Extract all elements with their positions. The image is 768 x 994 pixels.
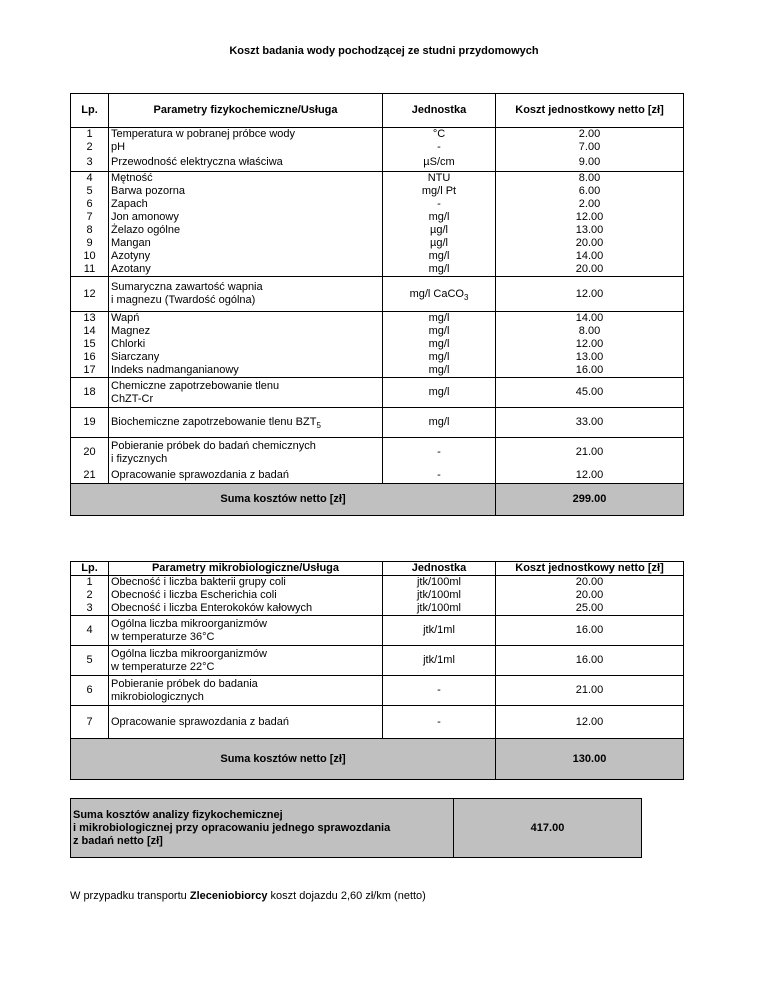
sum-row: [71, 484, 684, 516]
row-lp: 9: [71, 237, 109, 250]
row-lp: 8: [71, 224, 109, 237]
table-row: [71, 602, 684, 616]
transport-note-after: koszt dojazdu 2,60 zł/km (netto): [267, 890, 426, 902]
row-cost: 13.00: [496, 224, 684, 237]
header-unit: Jednostka: [383, 94, 496, 128]
row-unit: mg/l: [383, 312, 496, 326]
row-cost: 8.00: [496, 325, 684, 338]
row-parameter-line1: Chemiczne zapotrzebowanie tlenu: [111, 379, 280, 392]
row-unit: jtk/100ml: [383, 576, 496, 590]
row-lp: 11: [71, 263, 109, 277]
row-unit: mg/l: [383, 378, 496, 408]
transport-note-before: W przypadku transportu: [70, 890, 190, 902]
table-row: [71, 312, 684, 326]
row-lp: 18: [71, 378, 109, 408]
row-lp: 4: [71, 172, 109, 186]
row-unit: °C: [383, 128, 496, 142]
row-unit: -: [383, 438, 496, 468]
row-unit: NTU: [383, 172, 496, 186]
row-parameter: Magnez: [109, 325, 383, 338]
row-unit: mg/l: [383, 364, 496, 378]
sum-row: [71, 739, 684, 780]
row-unit: -: [383, 141, 496, 154]
row-parameter: [109, 378, 383, 408]
row-unit: jtk/1ml: [383, 616, 496, 646]
row-unit-subscript: 3: [463, 292, 469, 302]
row-parameter-line2: i fizycznych: [111, 452, 168, 465]
page-title: Koszt badania wody pochodzącej ze studni przydomowych: [229, 45, 539, 57]
header-unit: Jednostka: [383, 562, 496, 576]
row-parameter: Azotyny: [109, 250, 383, 263]
row-unit: -: [383, 198, 496, 211]
table-row: [71, 224, 684, 237]
row-parameter-subscript: 5: [316, 421, 321, 431]
row-lp: 7: [71, 211, 109, 224]
row-parameter: Azotany: [109, 263, 383, 277]
row-unit: mg/l Pt: [383, 185, 496, 198]
total-label-line3: z badań netto [zł]: [73, 834, 163, 847]
row-parameter-line2: mikrobiologicznych: [111, 690, 204, 703]
sum-value: 299.00: [496, 484, 684, 516]
row-cost: 20.00: [496, 576, 684, 590]
row-parameter-line1: Pobieranie próbek do badań chemicznych: [111, 439, 316, 452]
row-parameter: [109, 616, 383, 646]
row-parameter: Obecność i liczba bakterii grupy coli: [109, 576, 383, 590]
transport-note: [70, 890, 426, 902]
row-lp: 10: [71, 250, 109, 263]
row-parameter-line1: Ogólna liczba mikroorganizmów: [111, 647, 267, 660]
row-lp: 5: [71, 646, 109, 676]
row-lp: 15: [71, 338, 109, 351]
row-lp: 20: [71, 438, 109, 468]
row-cost: 16.00: [496, 616, 684, 646]
row-lp: 12: [71, 277, 109, 312]
row-cost: 21.00: [496, 676, 684, 706]
row-cost: 6.00: [496, 185, 684, 198]
transport-note-client: Zleceniobiorcy: [189, 890, 268, 902]
microbiological-table: [70, 561, 684, 780]
header-param: Parametry fizykochemiczne/Usługa: [109, 94, 383, 128]
row-unit: mg/l: [383, 325, 496, 338]
row-cost: 25.00: [496, 602, 684, 616]
row-cost: 2.00: [496, 198, 684, 211]
row-cost: 33.00: [496, 408, 684, 438]
table-row: [71, 250, 684, 263]
row-lp: 13: [71, 312, 109, 326]
row-parameter: [109, 646, 383, 676]
row-parameter-line1: Sumaryczna zawartość wapnia: [111, 281, 263, 293]
table-row: [71, 378, 684, 408]
row-parameter: pH: [109, 141, 383, 154]
table-row: [71, 211, 684, 224]
row-cost: 9.00: [496, 154, 684, 172]
row-lp: 17: [71, 364, 109, 378]
table-row: [71, 576, 684, 590]
table-row: [71, 338, 684, 351]
row-parameter: Temperatura w pobranej próbce wody: [109, 128, 383, 142]
row-cost: 2.00: [496, 128, 684, 142]
total-value: 417.00: [454, 799, 642, 858]
row-lp: 7: [71, 706, 109, 739]
row-parameter: Indeks nadmanganianowy: [109, 364, 383, 378]
row-parameter-line2: w temperaturze 36°C: [111, 630, 215, 643]
table-row: [71, 263, 684, 277]
row-parameter: [109, 438, 383, 468]
row-parameter: Obecność i liczba Escherichia coli: [109, 589, 383, 602]
table-row: [71, 172, 684, 186]
row-cost: 20.00: [496, 589, 684, 602]
table-row: [71, 408, 684, 438]
sum-label: Suma kosztów netto [zł]: [71, 484, 496, 516]
row-cost: 12.00: [496, 211, 684, 224]
row-cost: 16.00: [496, 646, 684, 676]
table-row: [71, 676, 684, 706]
row-cost: 20.00: [496, 263, 684, 277]
row-cost: 14.00: [496, 250, 684, 263]
row-parameter: Wapń: [109, 312, 383, 326]
row-lp: 2: [71, 589, 109, 602]
row-cost: 12.00: [496, 338, 684, 351]
row-cost: 20.00: [496, 237, 684, 250]
row-cost: 21.00: [496, 438, 684, 468]
total-label-line1: Suma kosztów analizy fizykochemicznej: [73, 808, 283, 821]
row-lp: 5: [71, 185, 109, 198]
row-lp: 14: [71, 325, 109, 338]
row-parameter: Siarczany: [109, 351, 383, 364]
table-row: [71, 277, 684, 312]
row-cost: 7.00: [496, 141, 684, 154]
row-cost: 13.00: [496, 351, 684, 364]
table-row: [71, 351, 684, 364]
table-row: [71, 467, 684, 484]
row-unit-text: mg/l CaCO: [409, 287, 464, 300]
table-row: [71, 325, 684, 338]
row-unit: µg/l: [383, 224, 496, 237]
row-parameter: Opracowanie sprawozdania z badań: [109, 467, 383, 484]
row-unit: mg/l: [383, 351, 496, 364]
row-parameter: [109, 277, 383, 312]
row-parameter: Jon amonowy: [109, 211, 383, 224]
row-unit: -: [383, 467, 496, 484]
row-cost: 14.00: [496, 312, 684, 326]
row-unit: mg/l: [383, 211, 496, 224]
table-row: [71, 154, 684, 172]
row-cost: 12.00: [496, 467, 684, 484]
row-parameter-line1: Ogólna liczba mikroorganizmów: [111, 617, 267, 630]
row-parameter-line2: w temperaturze 22°C: [111, 660, 215, 673]
row-unit: mg/l: [383, 263, 496, 277]
table-row: [71, 589, 684, 602]
row-parameter: Chlorki: [109, 338, 383, 351]
total-label: [71, 799, 454, 858]
row-cost: 45.00: [496, 378, 684, 408]
row-unit: µS/cm: [383, 154, 496, 172]
header-lp: Lp.: [71, 562, 109, 576]
row-unit: [383, 277, 496, 312]
row-unit: mg/l: [383, 408, 496, 438]
row-parameter: [109, 676, 383, 706]
row-parameter: Opracowanie sprawozdania z badań: [109, 706, 383, 739]
table-row: [71, 364, 684, 378]
row-parameter: Obecność i liczba Enterokoków kałowych: [109, 602, 383, 616]
row-lp: 3: [71, 154, 109, 172]
table-header-row: [71, 94, 684, 128]
row-lp: 21: [71, 467, 109, 484]
row-unit: -: [383, 676, 496, 706]
row-parameter-line1: Pobieranie próbek do badania: [111, 677, 258, 690]
table-header-row: [71, 562, 684, 576]
row-parameter-text: Biochemiczne zapotrzebowanie tlenu BZT: [111, 416, 317, 428]
row-lp: 16: [71, 351, 109, 364]
sum-value: 130.00: [496, 739, 684, 780]
row-unit: jtk/100ml: [383, 589, 496, 602]
row-parameter: Barwa pozorna: [109, 185, 383, 198]
row-parameter: [109, 408, 383, 438]
row-unit: jtk/1ml: [383, 646, 496, 676]
row-parameter-line2: ChZT-Cr: [111, 392, 154, 405]
table-row: [71, 706, 684, 739]
table-row: [71, 646, 684, 676]
row-cost: 16.00: [496, 364, 684, 378]
sum-label: Suma kosztów netto [zł]: [71, 739, 496, 780]
row-lp: 3: [71, 602, 109, 616]
total-label-line2: i mikrobiologicznej przy opracowaniu jednego sprawozdania: [73, 821, 391, 834]
row-lp: 6: [71, 198, 109, 211]
header-param: Parametry mikrobiologiczne/Usługa: [109, 562, 383, 576]
row-lp: 4: [71, 616, 109, 646]
header-cost: Koszt jednostkowy netto [zł]: [496, 94, 684, 128]
row-parameter: Mętność: [109, 172, 383, 186]
row-unit: µg/l: [383, 237, 496, 250]
header-lp: Lp.: [71, 94, 109, 128]
row-unit: mg/l: [383, 338, 496, 351]
physicochemical-rows: [71, 128, 684, 484]
total-table: [70, 798, 642, 858]
table-row: [71, 128, 684, 142]
row-parameter: Żelazo ogólne: [109, 224, 383, 237]
table-row: [71, 185, 684, 198]
physicochemical-table: [70, 93, 684, 516]
row-parameter-line2: i magnezu (Twardość ogólna): [111, 294, 256, 306]
row-parameter: Mangan: [109, 237, 383, 250]
row-lp: 1: [71, 576, 109, 590]
row-parameter: Zapach: [109, 198, 383, 211]
row-parameter: Przewodność elektryczna właściwa: [109, 154, 383, 172]
row-cost: 8.00: [496, 172, 684, 186]
microbiological-rows: [71, 576, 684, 739]
table-row: [71, 237, 684, 250]
row-unit: -: [383, 706, 496, 739]
row-lp: 1: [71, 128, 109, 142]
header-cost: Koszt jednostkowy netto [zł]: [496, 562, 684, 576]
table-row: [71, 616, 684, 646]
table-row: [71, 141, 684, 154]
row-lp: 2: [71, 141, 109, 154]
row-lp: 19: [71, 408, 109, 438]
table-row: [71, 198, 684, 211]
row-cost: 12.00: [496, 706, 684, 739]
row-unit: jtk/100ml: [383, 602, 496, 616]
total-row: [71, 799, 642, 858]
row-unit: mg/l: [383, 250, 496, 263]
table-row: [71, 438, 684, 468]
row-cost: 12.00: [496, 277, 684, 312]
row-lp: 6: [71, 676, 109, 706]
